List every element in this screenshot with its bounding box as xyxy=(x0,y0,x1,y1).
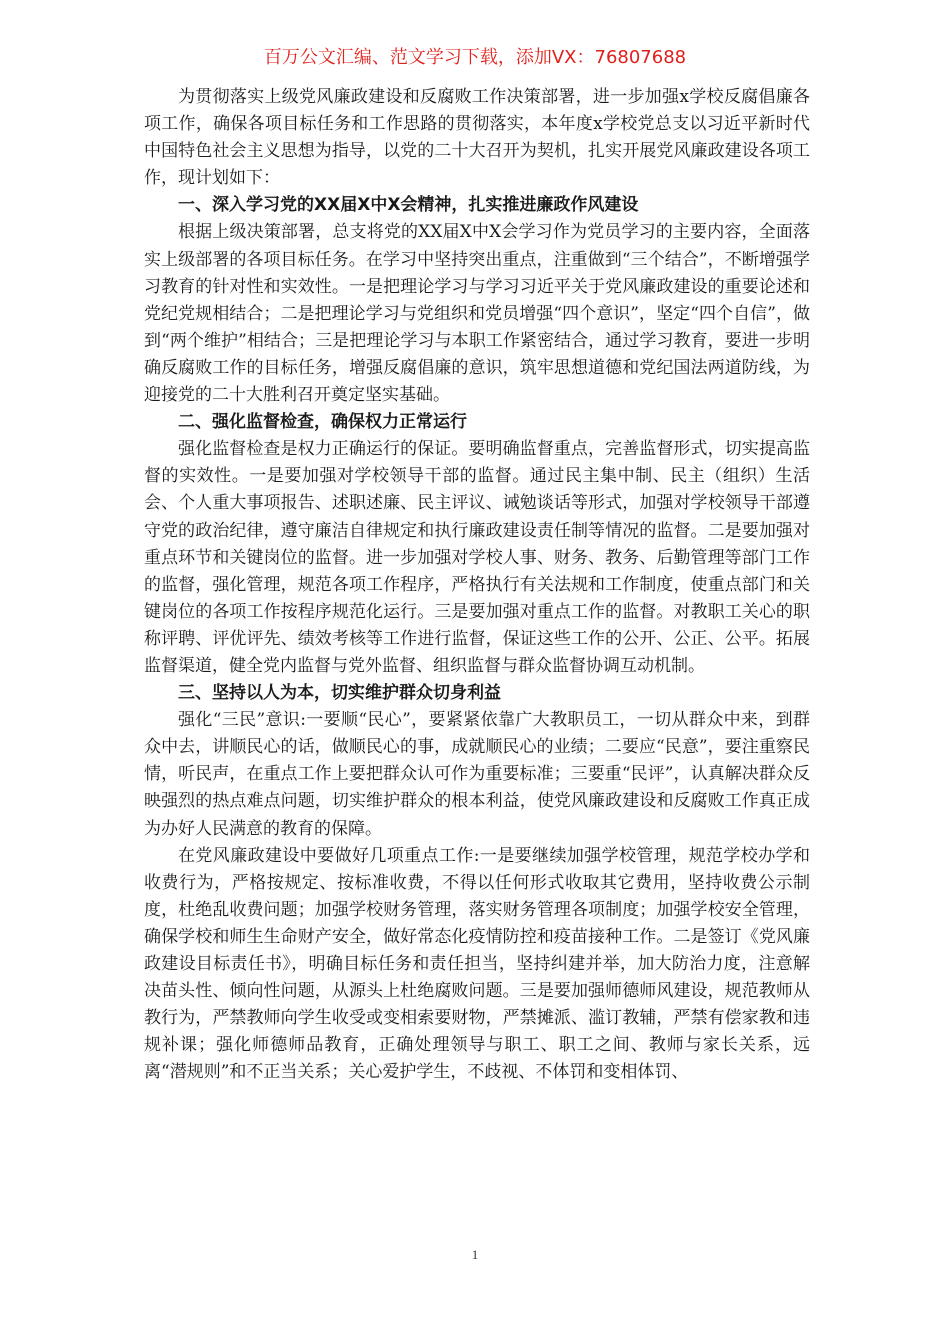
section-1-heading: 一、深入学习党的XX届X中X会精神，扎实推进廉政作风建设 xyxy=(178,195,639,216)
section-3-paragraph-2: 在党风廉政建设中要做好几项重点工作:一是要继续加强学校管理，规范学校办学和收费行为，严格按规定、按标准收费，不得以任何形式收取其它费用，坚持收费公示制度，杜绝乱收费问题；加强学校财务管理，落实财务管理各项制度；加强学校安全管理，确保学校和师生生命财产安全，做好常态化疫情防控和疫苗接种工作。二是签订《党风廉政建设目标责任书》，明确目标任务和责任担当，坚持纠建并举，加大防治力度，注意解决苗头性、倾向性问题，从源头上杜绝腐败问题。三是要加强师德师风建设，规范教师从教行为，严禁教师向学生收受或变相索要财物，严禁摊派、滥订教辅，严禁有偿家教和违规补课；强化师德师品教育，正确处理领导与职工、职工之间、教师与家长关系，远离“潜规则”和不正当关系；关心爱护学生，不歧视、不体罚和变相体罚、 xyxy=(144,845,810,1083)
section-3-paragraph-1: 强化“三民”意识:一要顺“民心”，要紧紧依靠广大教职员工，一切从群众中来，到群众中去，讲顺民心的话，做顺民心的事，成就顺民心的业绩；二要应“民意”，要注重察民情，听民声，在重点工作上要把群众认可作为重要标准；三要重“民评”，认真解决群众反映强烈的热点难点问题，切实维护群众的根本利益，使党风廉政建设和反腐败工作真正成为办好人民满意的教育的保障。 xyxy=(144,710,810,839)
section-1-paragraph: 根据上级决策部署，总支将党的XX届X中X会学习作为党员学习的主要内容，全面落实上级部署的各项目标任务。在学习中坚持突出重点，注重做到“三个结合”，不断增强学习教育的针对性和实效性。一是把理论学习与学习习近平关于党风廉政建设的重要论述和党纪党规相结合；二是把理论学习与党组织和党员增强“四个意识”，坚定“四个自信”，做到“两个维护”相结合；三是把理论学习与本职工作紧密结合，通过学习教育，要进一步明确反腐败工作的目标任务，增强反腐倡廉的意识，筑牢思想道德和党纪国法两道防线，为迎接党的二十大胜利召开奠定坚实基础。 xyxy=(144,222,810,406)
section-2-paragraph: 强化监督检查是权力正确运行的保证。要明确监督重点，完善监督形式，切实提高监督的实效性。一是要加强对学校领导干部的监督。通过民主集中制、民主（组织）生活会、个人重大事项报告、述职述廉、民主评议、诫勉谈话等形式，加强对学校领导干部遵守党的政治纪律，遵守廉洁自律规定和执行廉政建设责任制等情况的监督。二是要加强对重点环节和关键岗位的监督。进一步加强对学校人事、财务、教务、后勤管理等部门工作的监督，强化管理，规范各项工作程序，严格执行有关法规和工作制度，使重点部门和关键岗位的各项工作按程序规范化运行。三是要加强对重点工作的监督。对教职工关心的职称评聘、评优评先、绩效考核等工作进行监督，保证这些工作的公开、公正、公平。拓展监督渠道，健全党内监督与党外监督、组织监督与群众监督协调互动机制。 xyxy=(144,439,810,676)
intro-paragraph: 为贯彻落实上级党风廉政建设和反腐败工作决策部署，进一步加强x学校反腐倡廉各项工作，确保各项目标任务和工作思路的贯彻落实，本年度x学校党总支以习近平新时代中国特色社会主义思想为指导，以党的二十大召开为契机，扎实开展党风廉政建设各项工作，现计划如下： xyxy=(144,87,810,189)
page-number: 1 xyxy=(471,1247,479,1262)
section-3-heading: 三、坚持以人为本，切实维护群众切身利益 xyxy=(178,683,501,704)
header-banner: 百万公文汇编、范文学习下载，添加VX：76807688 xyxy=(263,47,687,68)
section-2-heading: 二、强化监督检查，确保权力正常运行 xyxy=(178,412,467,433)
document-body xyxy=(144,84,810,1086)
